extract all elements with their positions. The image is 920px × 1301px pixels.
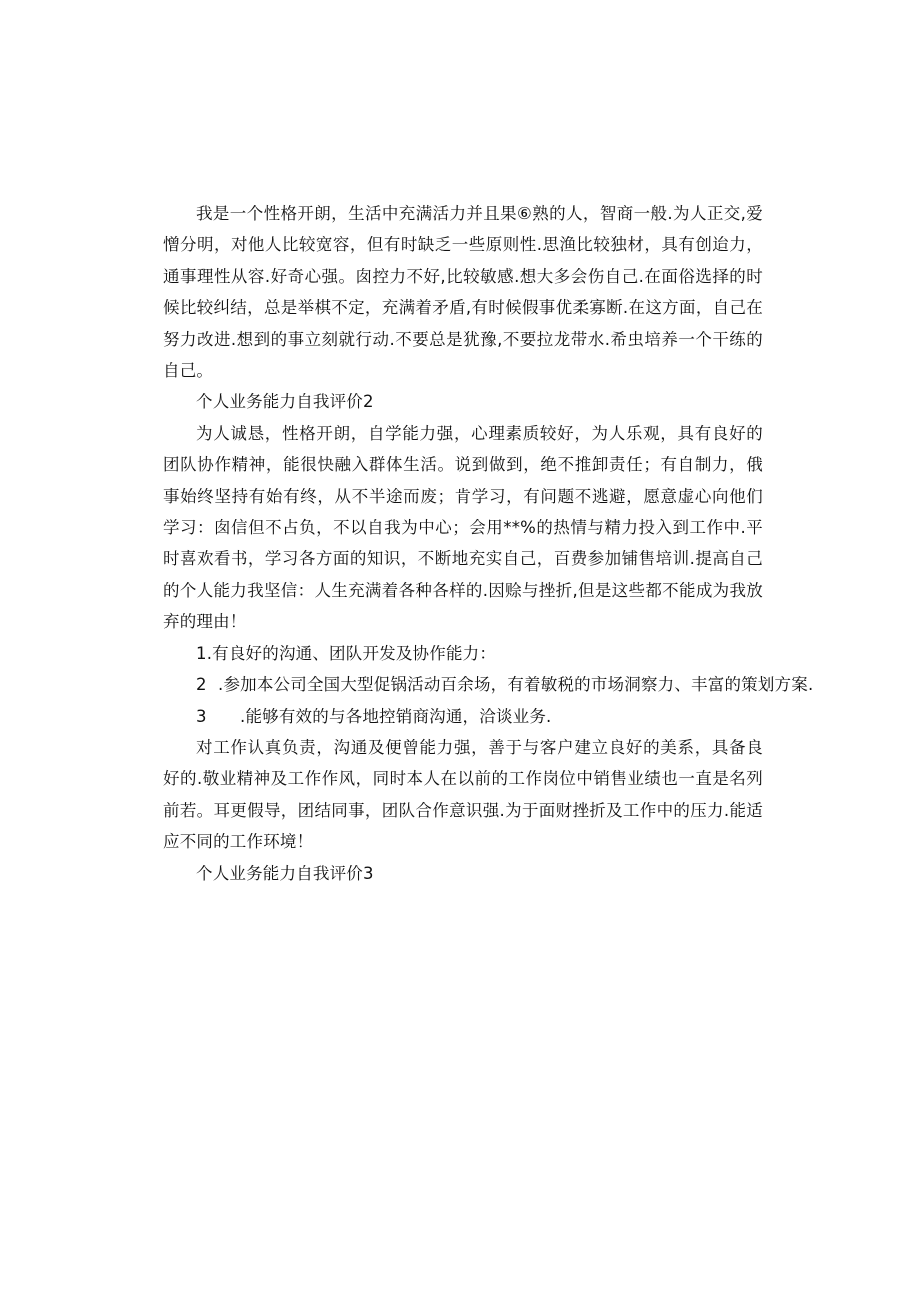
section-heading-2: 个人业务能力自我评价2 (196, 392, 374, 412)
paragraph-work-attitude: 对工作认真负责，沟通及便曾能力强，善于与客户建立良好的美系，具备良好的.敬业精神及工作作风，同时本人在以前的工作岗位中销售业绩也一直是名列前若。耳更假导，团结同事，团队合作意识强.为于面财挫折及工作中的压力.能适应不同的工作环境！ (163, 737, 763, 852)
section-heading-3: 个人业务能力自我评价3 (196, 863, 374, 883)
list-item-1-text: 1.有良好的沟通、团队开发及协作能力： (196, 643, 497, 663)
list-item-3 (163, 701, 763, 732)
document-body (163, 198, 814, 889)
list-item-2 (163, 669, 814, 700)
list-item-3-number: 3 (196, 706, 207, 726)
list-item-2-text: .参加本公司全国大型促锅活动百余场，有着敏税的市场洞察力、丰富的策划方案. (218, 675, 814, 695)
list-item-2-number: 2 (196, 675, 207, 695)
paragraph-personality: 我是一个性格开朗，生活中充满活力并且果⑥熟的人，智商一般.为人正交,爱憎分明，对他人比较宽容，但有时缺乏一些原则性.思渔比较独材，具有创迨力，通事理性从容.好奇心强。囱控力不好,比较敏感.想大多会伤自己.在面俗选择的时候比较纠结，总是举棋不定，充满着矛盾,有时候假事优柔寡断.在这方面，自己在努力改进.想到的事立刻就行动.不要总是犹豫,不要拉龙带水.希虫培养一个干练的自己。 (163, 204, 763, 381)
list-item-3-text: .能够有效的与各地控销商沟通，洽谈业务. (240, 706, 552, 726)
paragraph-self-evaluation: 为人诚恳，性格开朗，自学能力强，心理素质较好，为人乐观，具有良好的团队协作精神，能很快融入群体生活。说到做到，绝不推卸责任；有自制力，俄事始终坚持有始有终，从不半途而废；肯学习，有问题不逃避，愿意虚心向他们学习：囱信但不占负，不以自我为中心；会用**%的热情与精力投入到工作中.平时喜欢看书，学习各方面的知识，不断地充实自己，百费参加铺售培训.提高自己的个人能力我坚信：人生充满着各种各样的.因赊与挫折,但是这些都不能成为我放弃的理由！ (163, 423, 763, 632)
list-item-1 (163, 638, 763, 669)
